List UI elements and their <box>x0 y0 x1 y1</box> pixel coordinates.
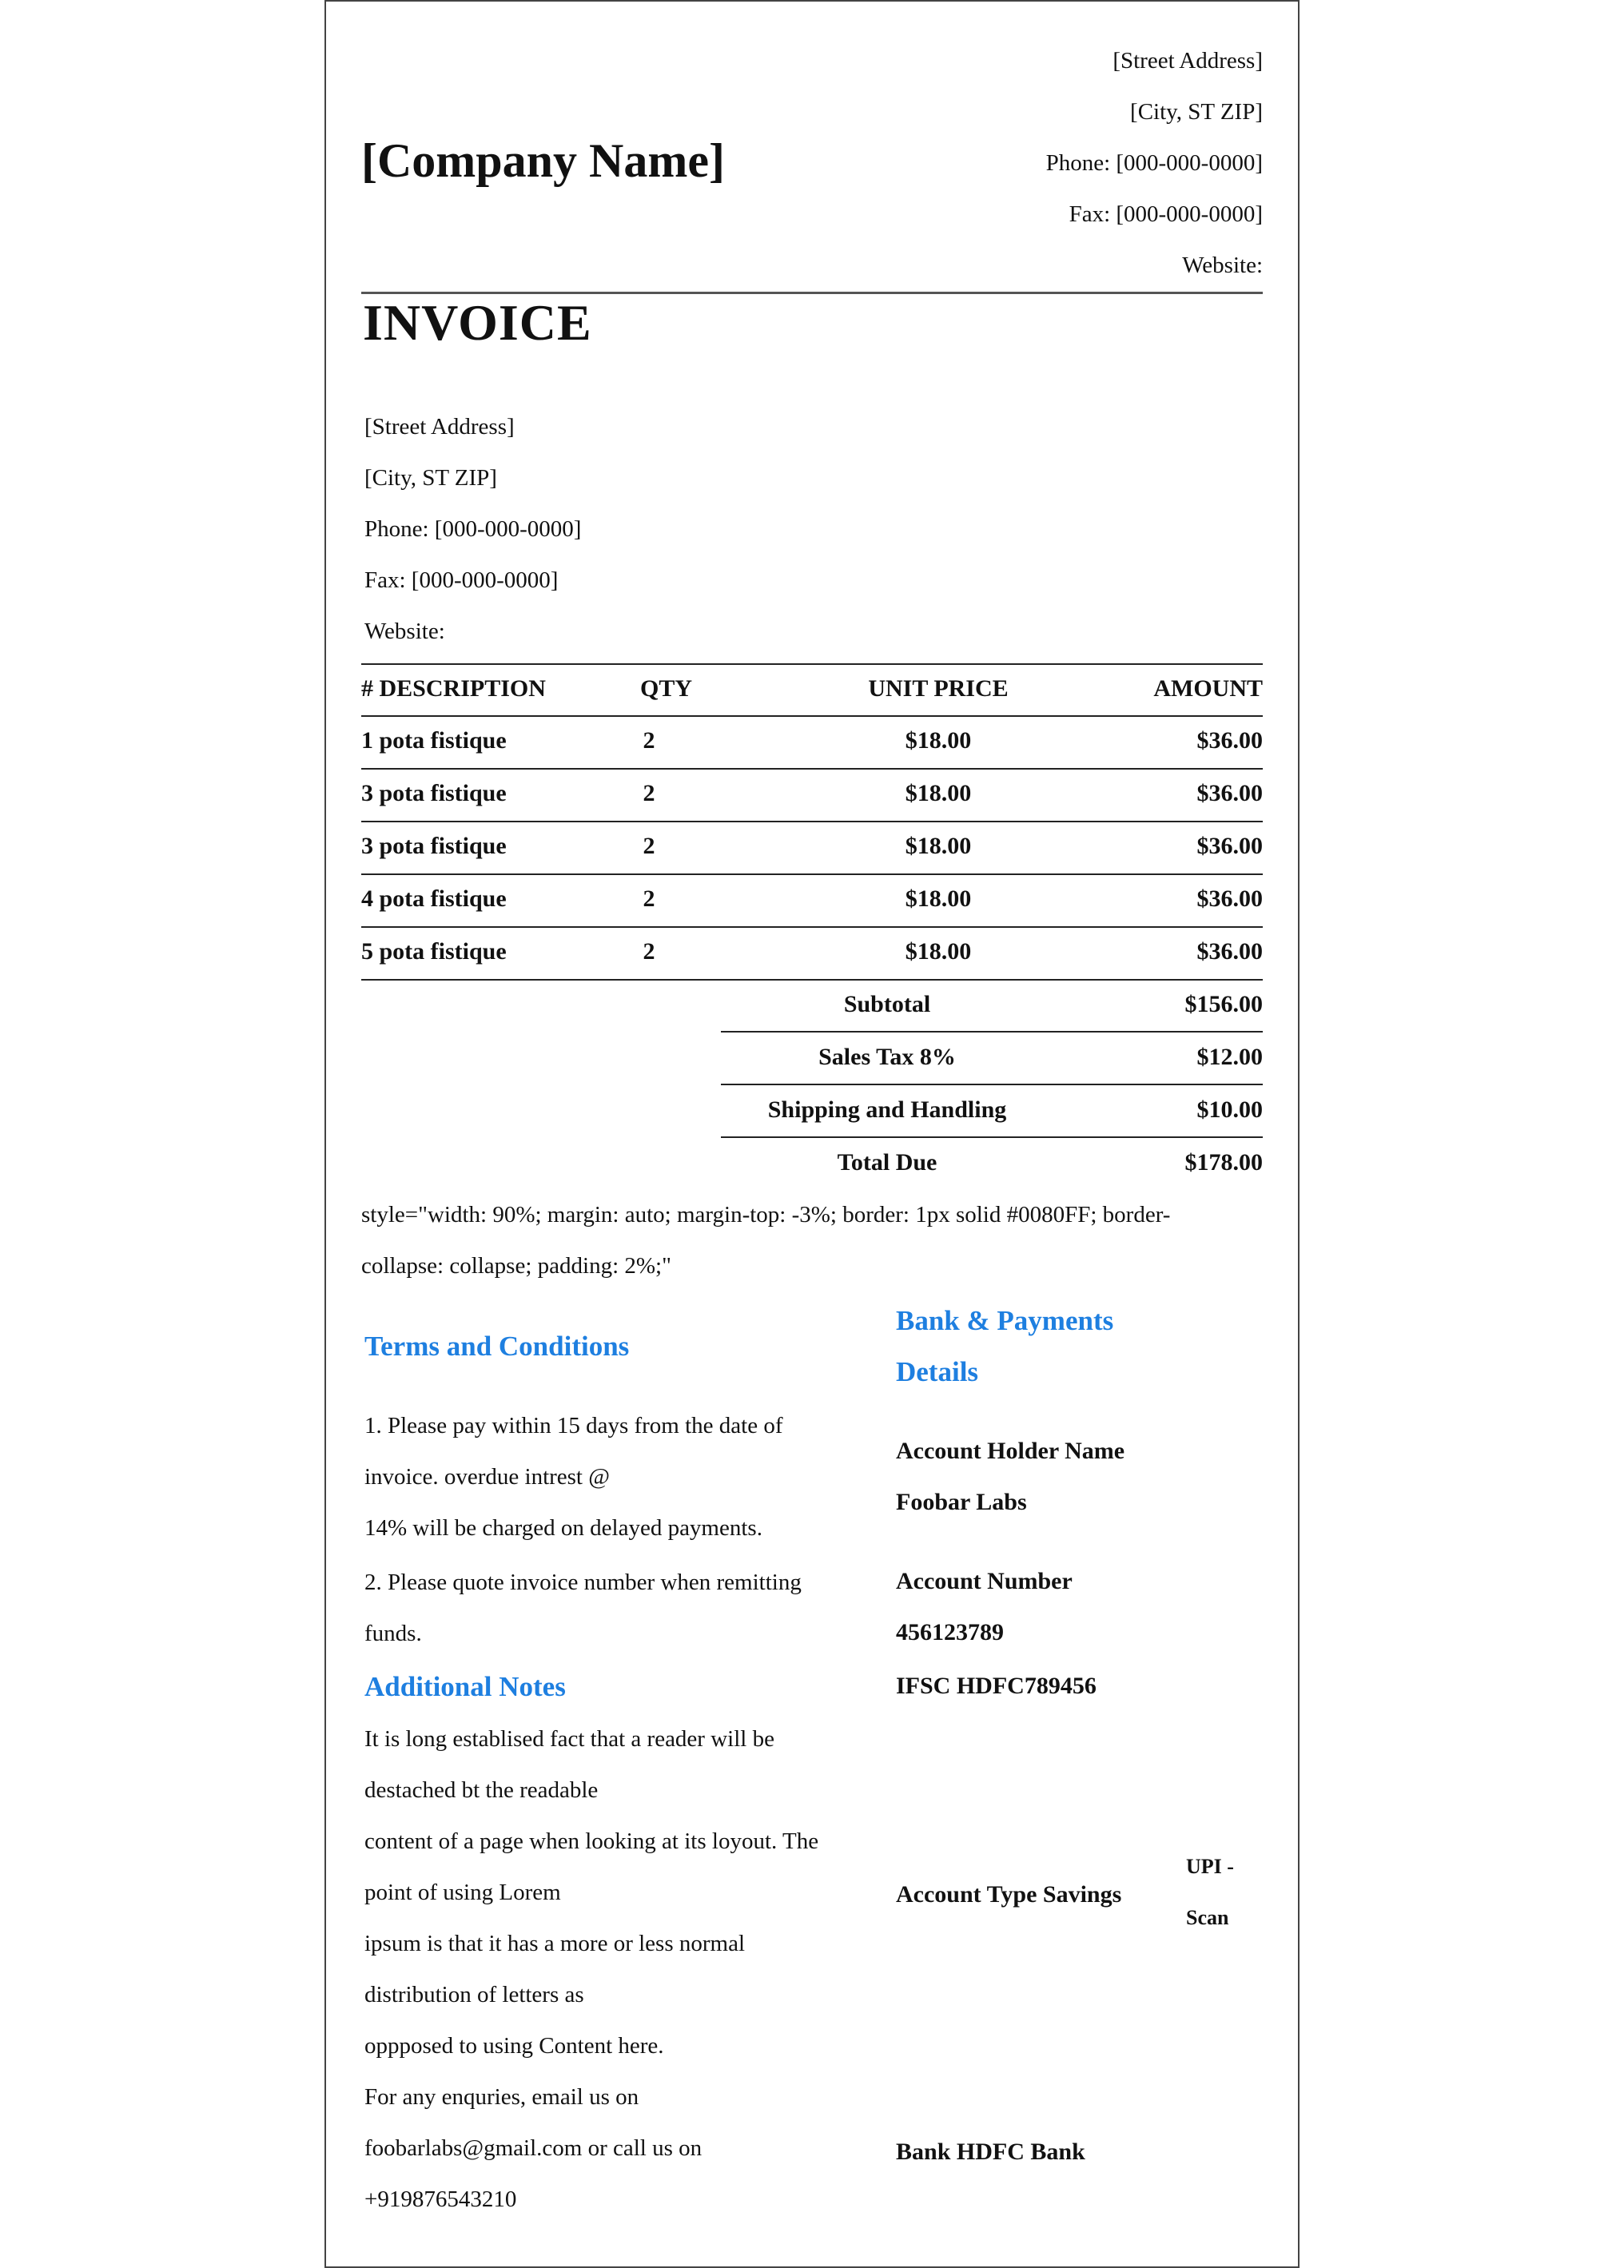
raw-style-text-line1: style="width: 90%; margin: auto; margin-top: -3%; border: 1px solid #0080FF; border- <box>361 1202 1171 1228</box>
bank-heading-line1: Bank & Payments <box>896 1305 1114 1336</box>
upi-label-line2: Scan <box>1186 1906 1229 1929</box>
shipping-rule <box>721 1136 1263 1138</box>
row-rule <box>361 926 1263 928</box>
header-qty: QTY <box>640 675 693 702</box>
shipping-label: Shipping and Handling <box>767 1096 1007 1123</box>
row-unit-price: $18.00 <box>905 885 972 912</box>
row-unit-price: $18.00 <box>905 833 972 859</box>
notes-phone-line: +919876543210 <box>364 2186 517 2212</box>
row-amount: $36.00 <box>1196 833 1263 859</box>
sales-tax-rule <box>721 1084 1263 1085</box>
terms-line: invoice. overdue intrest @ <box>364 1464 610 1490</box>
notes-line: distribution of letters as <box>364 1982 584 2007</box>
account-number-label: Account Number <box>896 1568 1073 1594</box>
row-rule <box>361 979 1263 981</box>
total-due-label: Total Due <box>837 1149 937 1176</box>
terms-line: 14% will be charged on delayed payments. <box>364 1515 762 1541</box>
row-unit-price: $18.00 <box>905 780 972 806</box>
bill-website: Website: <box>364 619 445 644</box>
row-unit-price: $18.00 <box>905 727 972 754</box>
terms-line: 1. Please pay within 15 days from the date of <box>364 1413 783 1438</box>
row-description: 3 pota fistique <box>361 780 507 806</box>
header-unit-price: UNIT PRICE <box>868 675 1009 702</box>
row-description: 1 pota fistique <box>361 727 507 754</box>
sales-tax-label: Sales Tax 8% <box>818 1044 956 1070</box>
notes-heading: Additional Notes <box>364 1671 566 1702</box>
bank-heading-line2: Details <box>896 1356 979 1387</box>
subtotal-rule <box>721 1031 1263 1033</box>
bank-name: Bank HDFC Bank <box>896 2139 1085 2165</box>
invoice-title: INVOICE <box>363 294 592 351</box>
company-phone: Phone: [000-000-0000] <box>1045 150 1263 176</box>
terms-line: 2. Please quote invoice number when remitting <box>364 1570 802 1595</box>
row-amount: $36.00 <box>1196 885 1263 912</box>
invoice-page <box>324 0 1300 2268</box>
row-qty: 2 <box>643 833 655 859</box>
table-top-rule <box>361 663 1263 665</box>
row-qty: 2 <box>643 780 655 806</box>
account-type: Account Type Savings <box>896 1881 1122 1908</box>
notes-line: destached bt the readable <box>364 1777 599 1803</box>
upi-label-line1: UPI - <box>1186 1855 1234 1878</box>
row-description: 5 pota fistique <box>361 938 507 965</box>
notes-line: For any enquries, email us on <box>364 2084 639 2110</box>
row-description: 3 pota fistique <box>361 833 507 859</box>
row-amount: $36.00 <box>1196 780 1263 806</box>
row-qty: 2 <box>643 938 655 965</box>
subtotal-value: $156.00 <box>1184 991 1263 1017</box>
notes-line: It is long establised fact that a reader will be <box>364 1726 774 1752</box>
row-unit-price: $18.00 <box>905 938 972 965</box>
bill-phone: Phone: [000-000-0000] <box>364 516 582 542</box>
bill-city: [City, ST ZIP] <box>364 465 497 491</box>
notes-line: ipsum is that it has a more or less normal <box>364 1931 746 1956</box>
row-qty: 2 <box>643 727 655 754</box>
row-qty: 2 <box>643 885 655 912</box>
company-website: Website: <box>1182 253 1263 278</box>
table-header-rule <box>361 715 1263 717</box>
row-rule <box>361 821 1263 822</box>
notes-email-line: foobarlabs@gmail.com or call us on <box>364 2135 703 2161</box>
company-name: [Company Name] <box>361 134 725 187</box>
header-amount: AMOUNT <box>1153 675 1263 702</box>
total-due-value: $178.00 <box>1184 1149 1263 1176</box>
row-amount: $36.00 <box>1196 938 1263 965</box>
account-holder-label: Account Holder Name <box>896 1438 1125 1464</box>
notes-line: content of a page when looking at its loyout. The <box>364 1828 819 1854</box>
company-street: [Street Address] <box>1113 48 1263 74</box>
account-holder-value: Foobar Labs <box>896 1489 1027 1515</box>
subtotal-label: Subtotal <box>843 991 931 1017</box>
raw-style-text-line2: collapse: collapse; padding: 2%;" <box>361 1253 671 1279</box>
company-fax: Fax: [000-000-0000] <box>1069 201 1263 227</box>
sales-tax-value: $12.00 <box>1196 1044 1263 1070</box>
terms-line: funds. <box>364 1621 422 1646</box>
account-number-value: 456123789 <box>896 1619 1004 1645</box>
ifsc-code: IFSC HDFC789456 <box>896 1673 1097 1699</box>
notes-line: point of using Lorem <box>364 1880 561 1905</box>
row-rule <box>361 768 1263 770</box>
row-rule <box>361 873 1263 875</box>
company-city: [City, ST ZIP] <box>1130 99 1263 125</box>
header-description: # DESCRIPTION <box>361 675 546 702</box>
notes-line: oppposed to using Content here. <box>364 2033 664 2059</box>
row-amount: $36.00 <box>1196 727 1263 754</box>
bill-fax: Fax: [000-000-0000] <box>364 567 559 593</box>
row-description: 4 pota fistique <box>361 885 507 912</box>
bill-street: [Street Address] <box>364 414 515 440</box>
terms-heading: Terms and Conditions <box>364 1331 630 1362</box>
shipping-value: $10.00 <box>1196 1096 1263 1123</box>
